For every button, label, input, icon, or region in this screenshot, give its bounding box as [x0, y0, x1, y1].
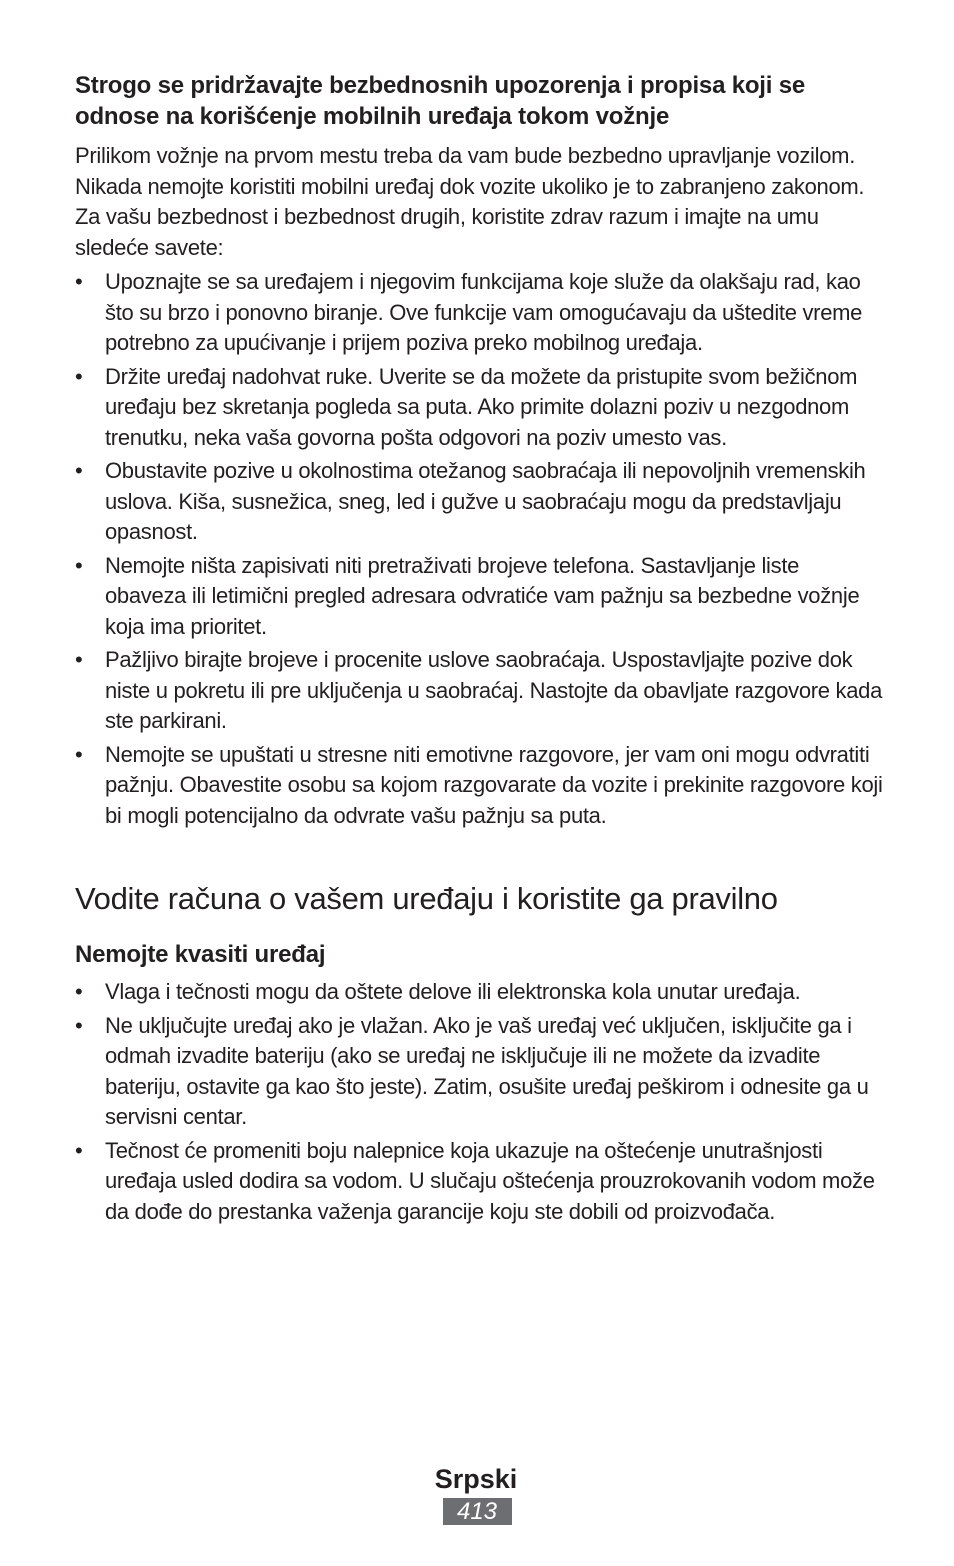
bullet-glyph: • [75, 269, 83, 294]
list-item-text: Tečnost će promeniti boju nalepnice koja ukazuje na oštećenje unutrašnjosti uređaja usled dodira sa vodom. U slučaju oštećenja prouzrokovanih vodom može da dođe do prestanka važenja garancije koju ste dobili od proizvođača. [105, 1137, 875, 1224]
list-item [75, 551, 883, 643]
list-item [75, 267, 883, 359]
list-item [75, 1136, 883, 1228]
bullet-glyph: • [75, 1012, 83, 1038]
section-heading-driving-safety: Strogo se pridržavajte bezbednosnih upozorenja i propisa koji se odnose na korišćenje mobilnih uređaja tokom vožnje [75, 72, 806, 130]
list-item [75, 362, 883, 454]
footer-language: Srpski [434, 1464, 518, 1494]
list-item [75, 740, 883, 832]
bullet-glyph: • [75, 741, 83, 767]
page-number-badge: 413 [443, 1498, 512, 1525]
list-item-text: Upoznajte se sa uređajem i njegovim funkcijama koje služe da olakšaju rad, kao što su brzo i ponovno biranje. Ove funkcije vam omogućavaju da uštedite vreme potrebno za upućivanje i prijem poziva preko mobilnog uređaja. [105, 269, 863, 355]
subheading-keep-dry: Nemojte kvasiti uređaj [75, 941, 326, 968]
page-footer [0, 1462, 954, 1525]
section-title-device-care: Vodite računa o vašem uređaju i koristite ga pravilno [75, 881, 778, 916]
bullet-glyph: • [75, 647, 83, 672]
driving-tips-list [75, 267, 883, 831]
bullet-glyph: • [75, 458, 83, 483]
list-item [75, 645, 883, 737]
list-item-text: Ne uključujte uređaj ako je vlažan. Ako je vaš uređaj već uključen, isključite ga i odmah izvadite bateriju (ako se uređaj ne isključuje ili ne možete da izvadite bateriju, ostavite ga kao što jeste). Zatim, osušite uređaj peškirom i odnesite ga u servisni centar. [105, 1012, 869, 1129]
list-item [75, 456, 883, 548]
intro-paragraph: Prilikom vožnje na prvom mestu treba da vam bude bezbedno upravljanje vozilom. Nikada nemojte koristiti mobilni uređaj dok vozite ukoliko je to zabranjeno zakonom. Za vašu bezbednost i bezbednost drugih, koristite zdrav razum i imajte na umu sledeće savete: [75, 143, 865, 260]
list-item [75, 1011, 883, 1133]
list-item-text: Držite uređaj nadohvat ruke. Uverite se da možete da pristupite svom bežičnom uređaju bez skretanja pogleda sa puta. Ako primite dolazni poziv u nezgodnom trenutku, neka vaša govorna pošta odgovori na poziv umesto vas. [105, 363, 858, 450]
bullet-glyph: • [75, 1137, 83, 1163]
list-item-text: Nemojte ništa zapisivati niti pretraživati brojeve telefona. Sastavljanje liste obaveza ili letimični pregled adresara odvratiće vam pažnju sa bezbedne vožnje koja ima prioritet. [105, 552, 860, 639]
bullet-glyph: • [75, 979, 83, 1004]
moisture-tips-list [75, 977, 883, 1227]
list-item-text: Obustavite pozive u okolnostima otežanog saobraćaja ili nepovoljnih vremenskih uslova. Kiša, susnežica, sneg, led i gužve u saobraćaju mogu da predstavljaju opasnost. [105, 458, 866, 544]
list-item [75, 977, 883, 1008]
list-item-text: Pažljivo birajte brojeve i procenite uslove saobraćaja. Uspostavljajte pozive dok niste u pokretu ili pre uključenja u saobraćaj. Nastojte da obavljate razgovore kada ste parkirani. [105, 647, 883, 733]
list-item-text: Vlaga i tečnosti mogu da oštete delove ili elektronska kola unutar uređaja. [105, 979, 801, 1004]
bullet-glyph: • [75, 363, 83, 389]
document-page [75, 70, 883, 1230]
bullet-glyph: • [75, 552, 83, 578]
list-item-text: Nemojte se upuštati u stresne niti emotivne razgovore, jer vam oni mogu odvratiti pažnju. Obavestite osobu sa kojom razgovarate da vozite i prekinite razgovore koji bi mogli potencijalno da odvrate vašu pažnju sa puta. [105, 741, 883, 828]
